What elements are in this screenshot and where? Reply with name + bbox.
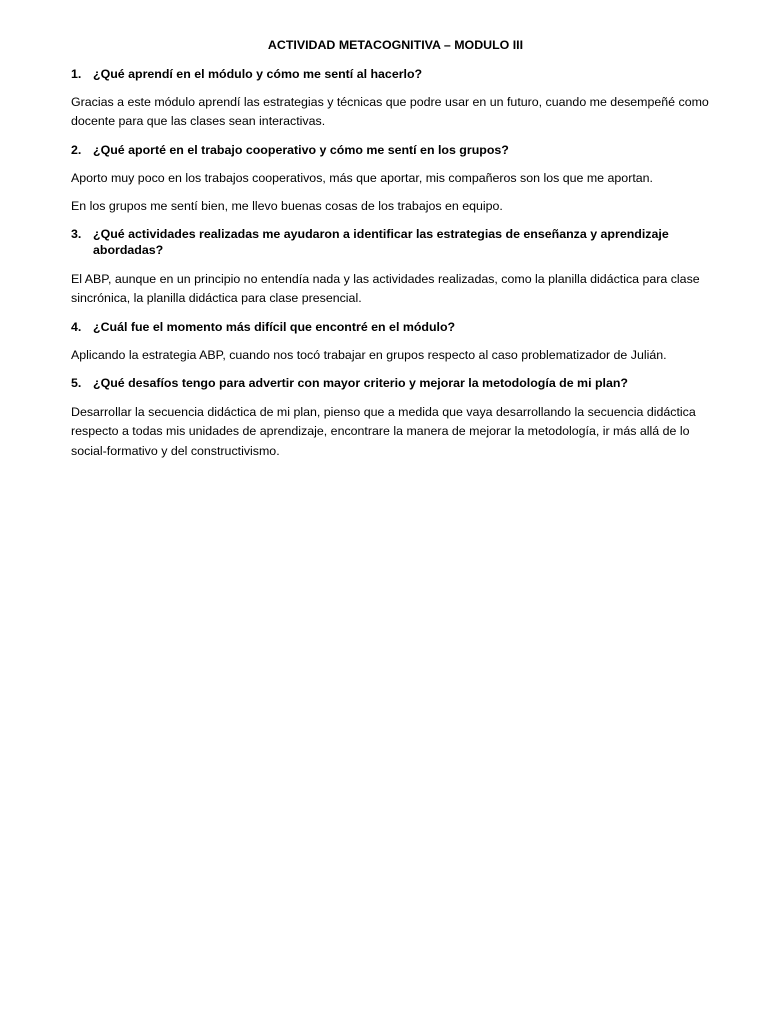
answer-paragraph: Gracias a este módulo aprendí las estrategias y técnicas que podre usar en un futuro, cuando me desempeñé como docente para que las clases sean interactivas. xyxy=(71,95,709,129)
question-text: ¿Cuál fue el momento más difícil que encontré en el módulo? xyxy=(93,319,456,334)
question-2 xyxy=(71,142,728,158)
answer-paragraph: Desarrollar la secuencia didáctica de mi plan, pienso que a medida que vaya desarrollando la secuencia didáctica respecto a todas mis unidades de aprendizaje, encontrare la manera de mejorar la metodología, ir más allá de lo social-formativo y del constructivismo. xyxy=(71,405,696,458)
question-number: 5. xyxy=(71,376,82,391)
question-text: ¿Qué aprendí en el módulo y cómo me sentí al hacerlo? xyxy=(93,67,423,81)
question-number: 4. xyxy=(71,319,82,334)
question-3 xyxy=(71,226,728,258)
question-text: ¿Qué actividades realizadas me ayudaron a identificar las estrategias de enseñanza y aprendizaje abordadas? xyxy=(93,227,669,258)
question-5 xyxy=(71,375,728,391)
answer-paragraph: Aporto muy poco en los trabajos cooperativos, más que aportar, mis compañeros son los que me aportan. xyxy=(71,170,653,185)
question-number: 2. xyxy=(71,142,82,157)
answer-paragraph: Aplicando la estrategia ABP, cuando nos tocó trabajar en grupos respecto al caso problematizador de Julián. xyxy=(71,347,667,362)
question-4 xyxy=(71,319,728,335)
answer-paragraph: En los grupos me sentí bien, me llevo buenas cosas de los trabajos en equipo. xyxy=(71,198,503,213)
question-text: ¿Qué aporté en el trabajo cooperativo y cómo me sentí en los grupos? xyxy=(93,142,509,157)
document-title: ACTIVIDAD METACOGNITIVA – MODULO III xyxy=(267,38,524,52)
answer-paragraph: El ABP, aunque en un principio no entendía nada y las actividades realizadas, como la planilla didáctica para clase sincrónica, la planilla didáctica para clase presencial. xyxy=(71,272,700,306)
question-number: 1. xyxy=(71,67,82,81)
question-text: ¿Qué desafíos tengo para advertir con mayor criterio y mejorar la metodología de mi plan? xyxy=(93,376,628,391)
question-number: 3. xyxy=(71,227,82,242)
question-1 xyxy=(71,66,728,82)
